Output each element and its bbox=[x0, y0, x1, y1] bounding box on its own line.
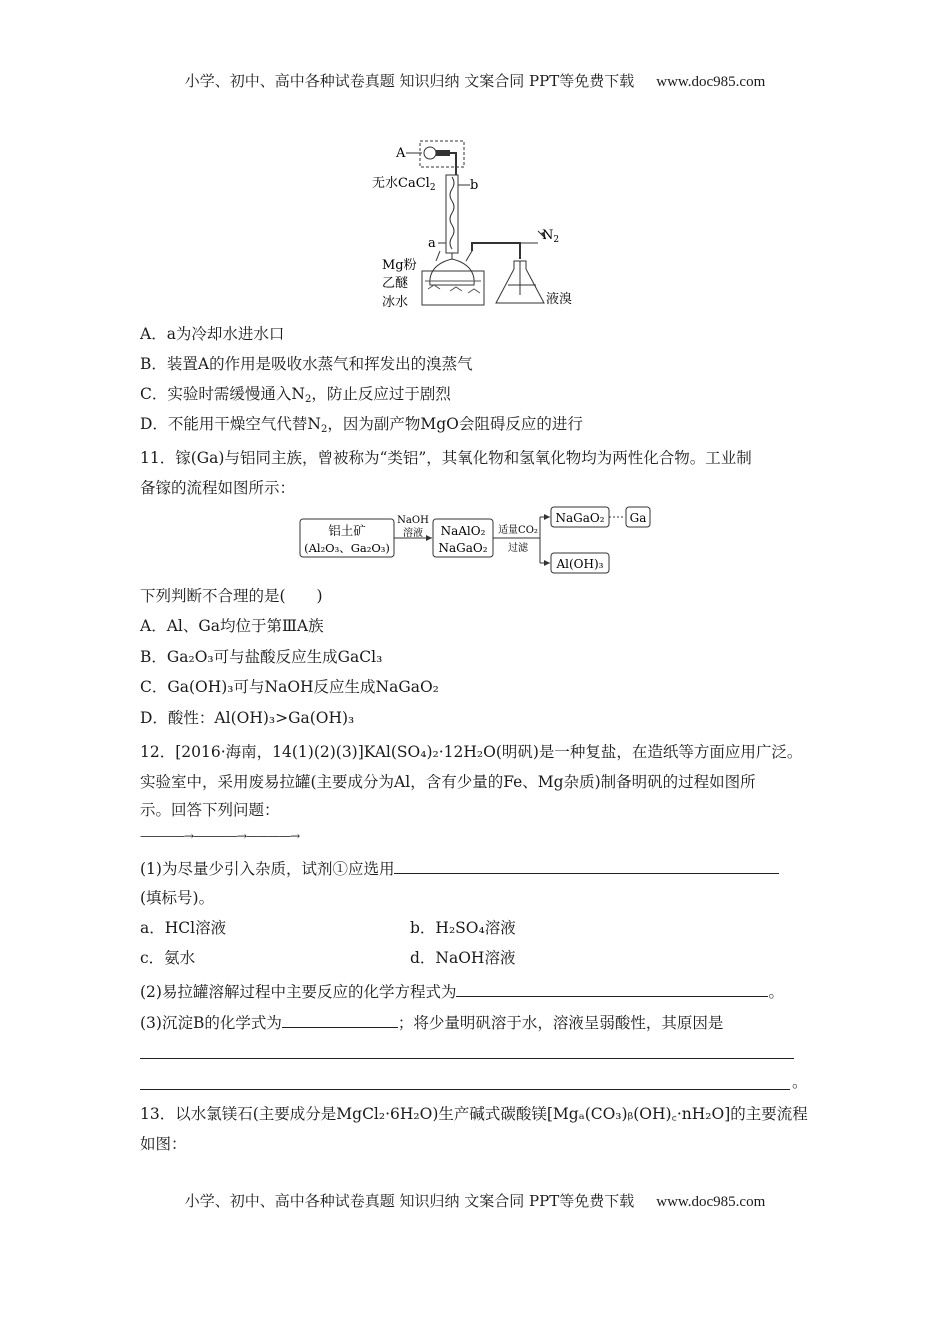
q11-stem-line1: 11．镓(Ga)与铝同主族，曾被称为“类铝”，其氧化物和氢氧化物均为两性化合物。工业制 bbox=[140, 449, 752, 467]
apparatus-diagram bbox=[370, 135, 600, 315]
q12-stem-line2: 实验室中，采用废易拉罐(主要成分为Al，含有少量的Fe、Mg杂质)制备明矾的过程如图所 bbox=[140, 773, 756, 791]
q12-flow-arrows: ————→————→————→ bbox=[140, 829, 300, 843]
q10-option-a: A．a为冷却水进水口 bbox=[140, 325, 285, 343]
q13-stem-line1: 13．以水氯镁石(主要成分是MgCl₂·6H₂O)生产碱式碳酸镁[Mgₐ(CO₃)ᵦ(OH)꜀·nH₂O]的主要流程 bbox=[140, 1105, 808, 1123]
svg-text:铝土矿: 铝土矿 bbox=[328, 523, 366, 538]
svg-text:适量CO₂: 适量CO₂ bbox=[498, 525, 538, 536]
svg-text:Ga: Ga bbox=[629, 511, 647, 525]
q12-part3: (3)沉淀B的化学式为 ；将少量明矾溶于水，溶液呈弱酸性，其原因是 bbox=[140, 1011, 723, 1033]
q10-option-d: D．不能用干燥空气代替$N_2$，因为副产物MgO会阻碍反应的进行 bbox=[140, 415, 583, 435]
q12-part2: (2)易拉罐溶解过程中主要反应的化学方程式为 。 bbox=[140, 980, 784, 1002]
svg-text:NaOH: NaOH bbox=[397, 515, 429, 526]
footer-site: www.doc985.com bbox=[656, 1194, 766, 1210]
label-a-box: A bbox=[396, 146, 406, 161]
q11-option-a: A．Al、Ga均位于第ⅢA族 bbox=[140, 617, 324, 635]
q10-option-c: C．实验时需缓慢通入$N_2$，防止反应过于剧烈 bbox=[140, 385, 451, 405]
svg-text:NaGaO₂: NaGaO₂ bbox=[438, 541, 488, 555]
q11-option-d: D．酸性：Al(OH)₃>Ga(OH)₃ bbox=[140, 709, 355, 727]
answer-line-1 bbox=[140, 1057, 794, 1059]
drying-tube-bulb bbox=[424, 147, 436, 159]
label-b: b bbox=[470, 178, 479, 193]
svg-text:NaGaO₂: NaGaO₂ bbox=[555, 511, 605, 525]
header-site: www.doc985.com bbox=[656, 74, 766, 90]
svg-text:Al(OH)₃: Al(OH)₃ bbox=[556, 557, 604, 571]
q12-option-c: c．氨水 bbox=[140, 949, 196, 967]
label-bromine: 液溴 bbox=[546, 292, 573, 307]
q12-part3-end: 。 bbox=[792, 1073, 808, 1091]
q12-part1: (1)为尽量少引入杂质，试剂①应选用 bbox=[140, 857, 779, 879]
q11-option-b: B．Ga₂O₃可与盐酸反应生成GaCl₃ bbox=[140, 648, 383, 666]
label-mg: Mg粉 bbox=[382, 258, 417, 273]
gallium-flowchart bbox=[298, 505, 658, 577]
q11-question: 下列判断不合理的是( ) bbox=[140, 587, 323, 605]
q11-stem-line2: 备镓的流程如图所示： bbox=[140, 479, 296, 497]
svg-text:溶液: 溶液 bbox=[403, 528, 423, 539]
q12-part1-tail: (填标号)。 bbox=[140, 889, 215, 907]
q12-option-b: b．H₂SO₄溶液 bbox=[410, 919, 516, 937]
svg-text:(Al₂O₃、Ga₂O₃): (Al₂O₃、Ga₂O₃) bbox=[304, 541, 390, 555]
label-ether: 乙醚 bbox=[382, 276, 409, 291]
q12-stem-line1: 12．[2016·海南，14(1)(2)(3)]KAl(SO₄)₂·12H₂O(明矾)是一种复盐，在造纸等方面应用广泛。 bbox=[140, 743, 803, 761]
q11-option-c: C．Ga(OH)₃可与NaOH反应生成NaGaO₂ bbox=[140, 678, 439, 696]
q12-stem-line3: 示。回答下列问题： bbox=[140, 801, 280, 819]
svg-text:NaAlO₂: NaAlO₂ bbox=[440, 524, 486, 538]
svg-text:过滤: 过滤 bbox=[508, 543, 528, 554]
label-a-inlet: a bbox=[428, 236, 436, 251]
page-header bbox=[0, 70, 950, 91]
footer-text: 小学、初中、高中各种试卷真题 知识归纳 文案合同 PPT等免费下载 bbox=[184, 1192, 635, 1210]
label-n2: $N_2$ bbox=[542, 228, 560, 245]
page-footer bbox=[0, 1190, 950, 1211]
q12-option-a: a．HCl溶液 bbox=[140, 919, 227, 937]
ice-bath bbox=[422, 271, 484, 305]
q13-stem-line2: 如图： bbox=[140, 1135, 187, 1153]
label-ice: 冰水 bbox=[382, 295, 409, 310]
condenser bbox=[446, 175, 458, 253]
q10-option-b: B．装置A的作用是吸收水蒸气和挥发出的溴蒸气 bbox=[140, 355, 473, 373]
label-cacl2: 无水CaCl$_2$ bbox=[372, 176, 436, 193]
header-text: 小学、初中、高中各种试卷真题 知识归纳 文案合同 PPT等免费下载 bbox=[184, 72, 635, 90]
q12-option-d: d．NaOH溶液 bbox=[410, 949, 516, 967]
answer-line-2 bbox=[140, 1088, 790, 1090]
